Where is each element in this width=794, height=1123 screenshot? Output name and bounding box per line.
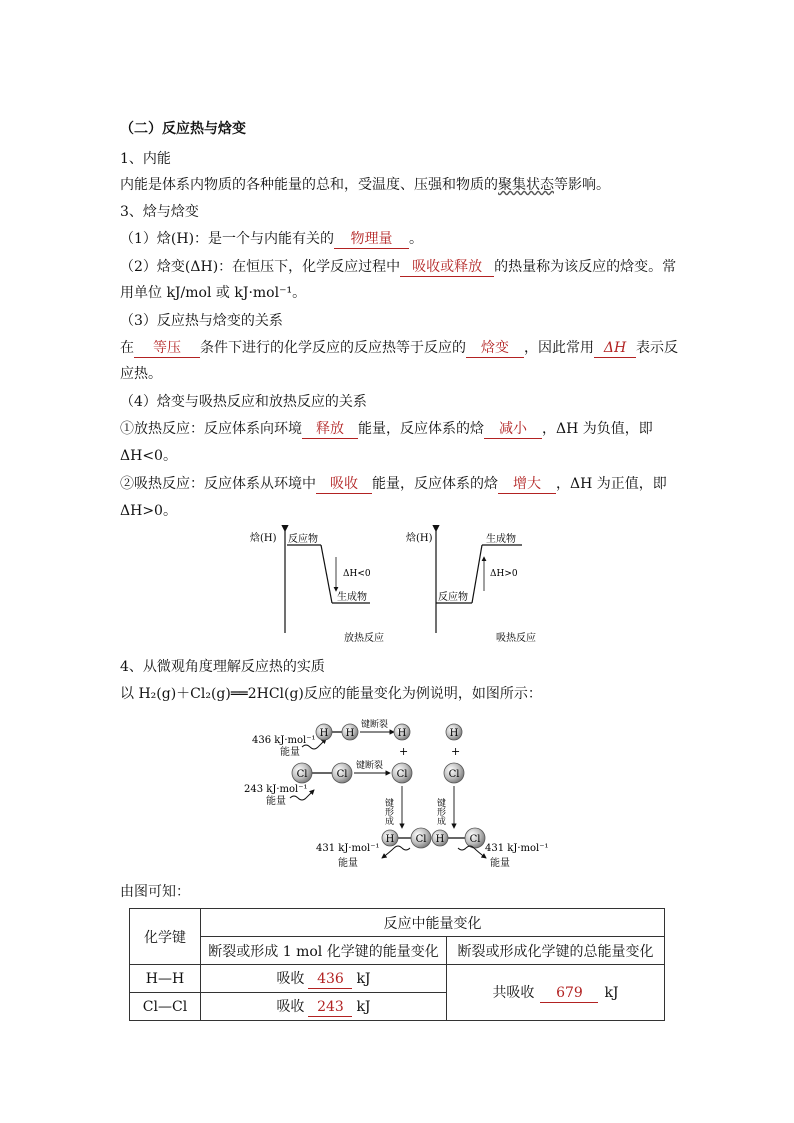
atom-label: Cl	[336, 769, 348, 780]
s3-p4a	[120, 419, 653, 439]
s3-p4a-t1: ①放热反应：反应体系向环境	[120, 421, 302, 437]
s3-p3-t4: 表示反	[636, 340, 678, 356]
s3-p2-before: （2）焓变(ΔH)：在恒压下，化学反应过程中	[120, 259, 401, 275]
bottom-label: 生成物	[337, 592, 367, 603]
energy-wave	[382, 846, 410, 858]
answer-blank: 焓变	[466, 340, 524, 358]
table-subheader-row	[130, 937, 665, 965]
answer-blank: 物理量	[334, 231, 409, 249]
atom-label: H	[385, 834, 395, 845]
axis-label: 焓(H)	[250, 533, 277, 544]
exothermic-diagram	[249, 531, 384, 644]
answer-blank: 243	[308, 999, 352, 1017]
s4-intro: 以 H₂(g)＋Cl₂(g)══2HCl(g)反应的能量变化为例说明，如图所示：	[120, 686, 542, 702]
form-label: 键形成	[435, 798, 445, 825]
caption: 放热反应	[344, 633, 384, 644]
h-bond-energy: 436 kJ·mol⁻¹	[252, 735, 316, 746]
header-total: 断裂或形成化学键的总能量变化	[447, 937, 665, 965]
answer-blank: 吸收	[316, 476, 372, 494]
answer-blank: 等压	[134, 340, 200, 358]
answer-blank: ΔH	[594, 340, 636, 358]
break-label: 键断裂	[361, 720, 389, 730]
atom-label: Cl	[469, 834, 481, 845]
answer-blank: 436	[308, 971, 352, 989]
s1-text-before: 内能是体系内物质的各种能量的总和，受温度、压强和物质的	[120, 177, 498, 193]
bottom-label: 反应物	[438, 592, 468, 603]
s3-p2	[120, 257, 676, 277]
section-title: （二）反应热与焓变	[120, 121, 246, 137]
energy-path	[321, 545, 332, 603]
caption: 吸热反应	[496, 633, 536, 644]
break-label: 键断裂	[356, 761, 384, 771]
s3-p2-after: 的热量称为该反应的焓变。常	[494, 259, 677, 275]
prefix: 共吸收	[492, 985, 535, 1001]
bond-energy-cell	[201, 965, 447, 993]
header-single: 断裂或形成 1 mol 化学键的能量变化	[201, 937, 447, 965]
s3-p3-t1: 在	[120, 340, 134, 356]
hcl-bond-energy-right: 431 kJ·mol⁻¹	[485, 843, 549, 854]
unit: kJ	[356, 999, 371, 1015]
answer-blank: 释放	[302, 421, 358, 439]
header-bond: 化学键	[130, 909, 201, 965]
s3-p1	[120, 229, 423, 249]
s3-p4b-t2: 能量，反应体系的焓	[372, 476, 498, 492]
energy-label: 能量	[490, 858, 510, 869]
answer-blank: 679	[540, 985, 598, 1003]
header-group: 反应中能量变化	[201, 909, 665, 937]
energy-label: 能量	[280, 747, 300, 758]
endothermic-diagram	[405, 531, 536, 644]
enthalpy-diagram	[240, 525, 570, 650]
s3-p3-t2: 条件下进行的化学反应的反应热等于反应的	[200, 340, 466, 356]
prefix: 吸收	[276, 999, 305, 1015]
delta-label: ΔH>0	[490, 569, 518, 579]
unit: kJ	[604, 985, 619, 1001]
energy-table	[129, 908, 665, 1021]
atom-label: Cl	[396, 769, 408, 780]
s3-p3b: 应热。	[120, 366, 162, 382]
plus-sign: +	[451, 745, 461, 758]
answer-blank: 吸收或释放	[400, 259, 494, 277]
top-label: 生成物	[486, 534, 516, 545]
total-energy-cell	[447, 965, 665, 1021]
conclusion: 由图可知：	[120, 884, 190, 900]
plus-sign: +	[399, 745, 409, 758]
s3-p3-t3: ，因此常用	[524, 340, 594, 356]
form-label: 键形成	[383, 798, 393, 825]
s3-p3-title: （3）反应热与焓变的关系	[120, 313, 283, 329]
energy-label: 能量	[338, 858, 358, 869]
delta-label: ΔH<0	[343, 569, 371, 579]
s3-p4b	[120, 474, 667, 494]
prefix: 吸收	[276, 971, 305, 987]
s3-p4a2: ΔH<0。	[120, 448, 177, 464]
atom-label: H	[435, 834, 445, 845]
atom-label: H	[319, 728, 329, 739]
s3-p4b-t3: ，ΔH 为正值，即	[556, 476, 667, 492]
top-label: 反应物	[288, 534, 318, 545]
answer-blank: 增大	[498, 476, 556, 494]
bond-name: Cl—Cl	[130, 993, 201, 1021]
s1-text-emph: 聚集状态	[498, 177, 554, 193]
atom-label: H	[397, 728, 407, 739]
energy-label: 能量	[266, 796, 286, 807]
s3-p4b2: ΔH>0。	[120, 503, 177, 519]
atom-label: Cl	[415, 834, 427, 845]
s1-text	[120, 175, 610, 195]
table-header-row	[130, 909, 665, 937]
s3-p4-title: （4）焓变与吸热反应和放热反应的关系	[120, 394, 367, 410]
table-row	[130, 965, 665, 993]
s3-p2b: 用单位 kJ/mol 或 kJ·mol⁻¹。	[120, 285, 307, 301]
s3-p4a-t3: ，ΔH 为负值，即	[542, 421, 653, 437]
s3-p1-after: 。	[409, 231, 424, 247]
energy-path	[472, 545, 482, 603]
unit: kJ	[356, 971, 371, 987]
hcl-bond-energy-left: 431 kJ·mol⁻¹	[316, 843, 380, 854]
atom-label: Cl	[296, 769, 308, 780]
atom-label: Cl	[448, 769, 460, 780]
s3-p3	[120, 338, 678, 358]
bond-name: H—H	[130, 965, 201, 993]
axis-label: 焓(H)	[406, 533, 433, 544]
cl-bond-energy: 243 kJ·mol⁻¹	[244, 784, 308, 795]
s3-p4a-t2: 能量，反应体系的焓	[358, 421, 484, 437]
atom-label: H	[345, 728, 355, 739]
s3-title: 3、焓与焓变	[120, 204, 199, 220]
s3-p1-before: （1）焓(H)：是一个与内能有关的	[120, 231, 335, 247]
s3-p4b-t1: ②吸热反应：反应体系从环境中	[120, 476, 316, 492]
s1-title: 1、内能	[120, 151, 171, 167]
atom-label: H	[449, 728, 459, 739]
bond-energy-cell	[201, 993, 447, 1021]
bond-energy-diagram	[240, 718, 560, 873]
s4-title: 4、从微观角度理解反应热的实质	[120, 659, 325, 675]
s1-text-after: 等影响。	[554, 177, 610, 193]
answer-blank: 减小	[484, 421, 542, 439]
